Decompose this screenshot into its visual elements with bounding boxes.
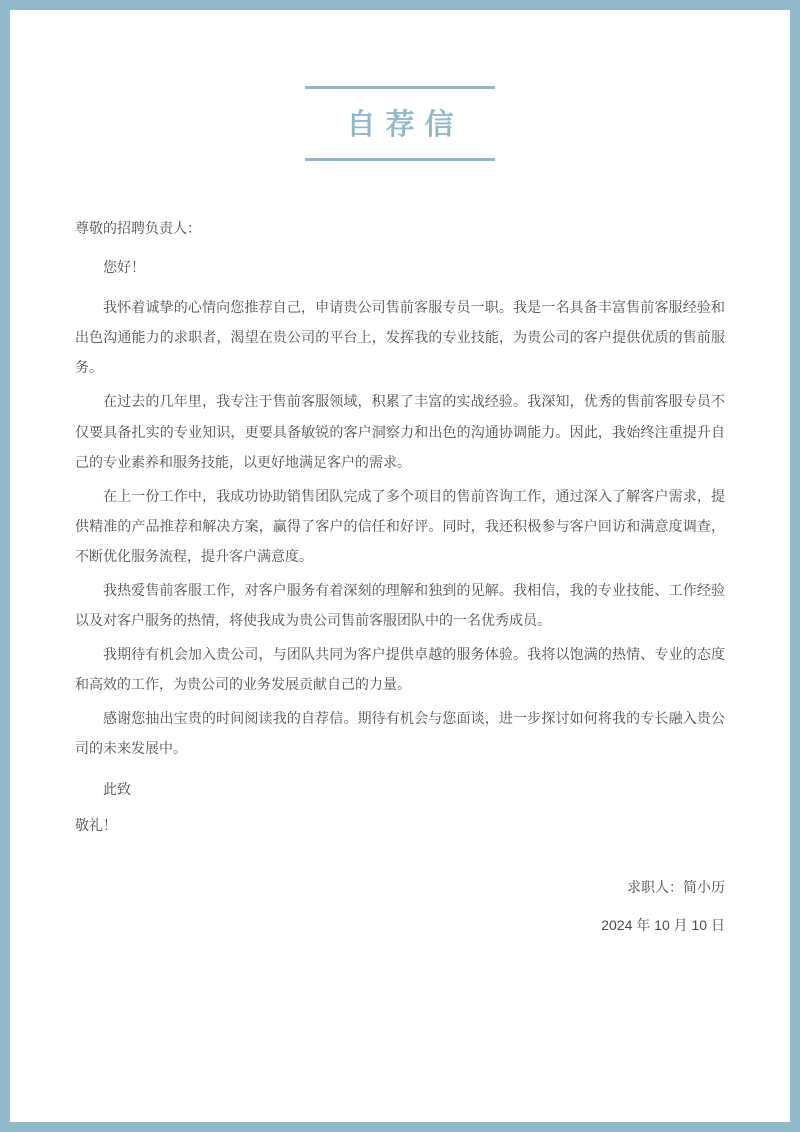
- closing-line-cizhi: 此致: [103, 780, 131, 797]
- letter-body: [75, 217, 725, 936]
- title-block: [75, 86, 725, 161]
- page-title: 自荐信: [346, 109, 464, 141]
- body-paragraph: 在过去的几年里，我专注于售前客服领域，积累了丰富的实战经验。我深知，优秀的售前客服专员不仅要具备扎实的专业知识，更要具备敏锐的客户洞察力和出色的沟通协调能力。因此，我始终注重提升自己的专业素养和服务技能，以更好地满足客户的需求。: [75, 393, 725, 470]
- signature-name: 求职人：简小历: [627, 878, 725, 895]
- body-paragraph: 我期待有机会加入贵公司，与团队共同为客户提供卓越的服务体验。我将以饱满的热情、专业的态度和高效的工作，为贵公司的业务发展贡献自己的力量。: [75, 646, 725, 693]
- body-paragraph: 我怀着诚挚的心情向您推荐自己，申请贵公司售前客服专员一职。我是一名具备丰富售前客服经验和出色沟通能力的求职者，渴望在贵公司的平台上，发挥我的专业技能，为贵公司的客户提供优质的售前服务。: [75, 299, 725, 376]
- body-paragraph: 感谢您抽出宝贵的时间阅读我的自荐信。期待有机会与您面谈，进一步探讨如何将我的专长融入贵公司的未来发展中。: [75, 710, 725, 757]
- body-paragraph: 我热爱售前客服工作，对客户服务有着深刻的理解和独到的见解。我相信，我的专业技能、工作经验以及对客户服务的热情，将使我成为贵公司售前客服团队中的一名优秀成员。: [75, 581, 725, 629]
- title-rule-bottom: [305, 158, 495, 161]
- closing-line-jingli: 敬礼！: [75, 816, 117, 833]
- signature-block: [75, 876, 725, 937]
- title-rule-top: [305, 86, 495, 89]
- signature-date: 2024 年 10 月 10 日: [601, 917, 725, 934]
- salutation: 尊敬的招聘负责人：: [75, 220, 201, 237]
- body-paragraph: 在上一份工作中，我成功协助销售团队完成了多个项目的售前咨询工作，通过深入了解客户需求，提供精准的产品推荐和解决方案，赢得了客户的信任和好评。同时，我还积极参与客户回访和满意度调查，不断优化服务流程，提升客户满意度。: [75, 487, 725, 564]
- document-content: [10, 10, 790, 1122]
- greeting: 您好！: [103, 258, 145, 275]
